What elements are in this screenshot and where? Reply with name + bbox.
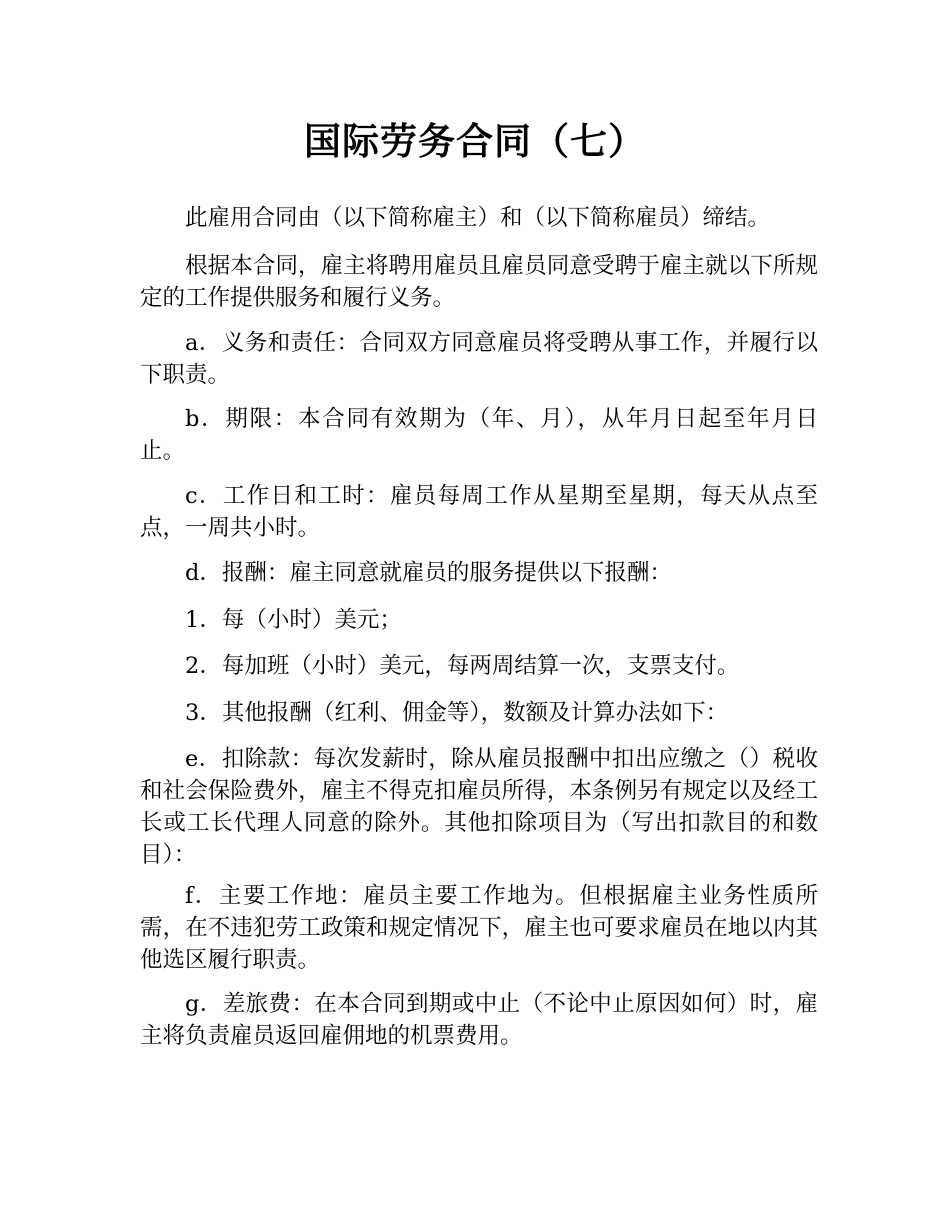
paragraph-item-3: 3．其他报酬（红利、佣金等），数额及计算办法如下： (185, 700, 729, 726)
paragraph-clause-b: b．期限：本合同有效期为（年、月），从年月日起至年月日止。 (140, 406, 818, 464)
document-title: 国际劳务合同（七） (304, 120, 646, 163)
paragraph-clause-d: d．报酬：雇主同意就雇员的服务提供以下报酬： (185, 560, 672, 586)
paragraph-clause-g: g．差旅费：在本合同到期或中止（不论中止原因如何）时，雇主将负责雇员返回雇佣地的机票费用。 (140, 991, 818, 1049)
paragraph-clause-a: a．义务和责任：合同双方同意雇员将受聘从事工作，并履行以下职责。 (140, 330, 818, 388)
paragraph-intro: 此雇用合同由（以下简称雇主）和（以下简称雇员）缔结。 (185, 205, 771, 231)
paragraph-agreement: 根据本合同，雇主将聘用雇员且雇员同意受聘于雇主就以下所规定的工作提供服务和履行义务。 (140, 253, 818, 311)
paragraph-item-2: 2．每加班（小时）美元，每两周结算一次，支票支付。 (185, 653, 740, 679)
paragraph-clause-f: f．主要工作地：雇员主要工作地为。但根据雇主业务性质所需，在不违犯劳工政策和规定情况下，雇主也可要求雇员在地以内其他选区履行职责。 (140, 883, 818, 973)
paragraph-clause-e: e．扣除款：每次发薪时，除从雇员报酬中扣出应缴之（）税收和社会保险费外，雇主不得克扣雇员所得，本条例另有规定以及经工长或工长代理人同意的除外。其他扣除项目为（写出扣款目的和数目）： (140, 746, 818, 868)
paragraph-item-1: 1．每（小时）美元； (185, 607, 402, 633)
paragraph-clause-c: c．工作日和工时：雇员每周工作从星期至星期，每天从点至点，一周共小时。 (140, 483, 818, 541)
